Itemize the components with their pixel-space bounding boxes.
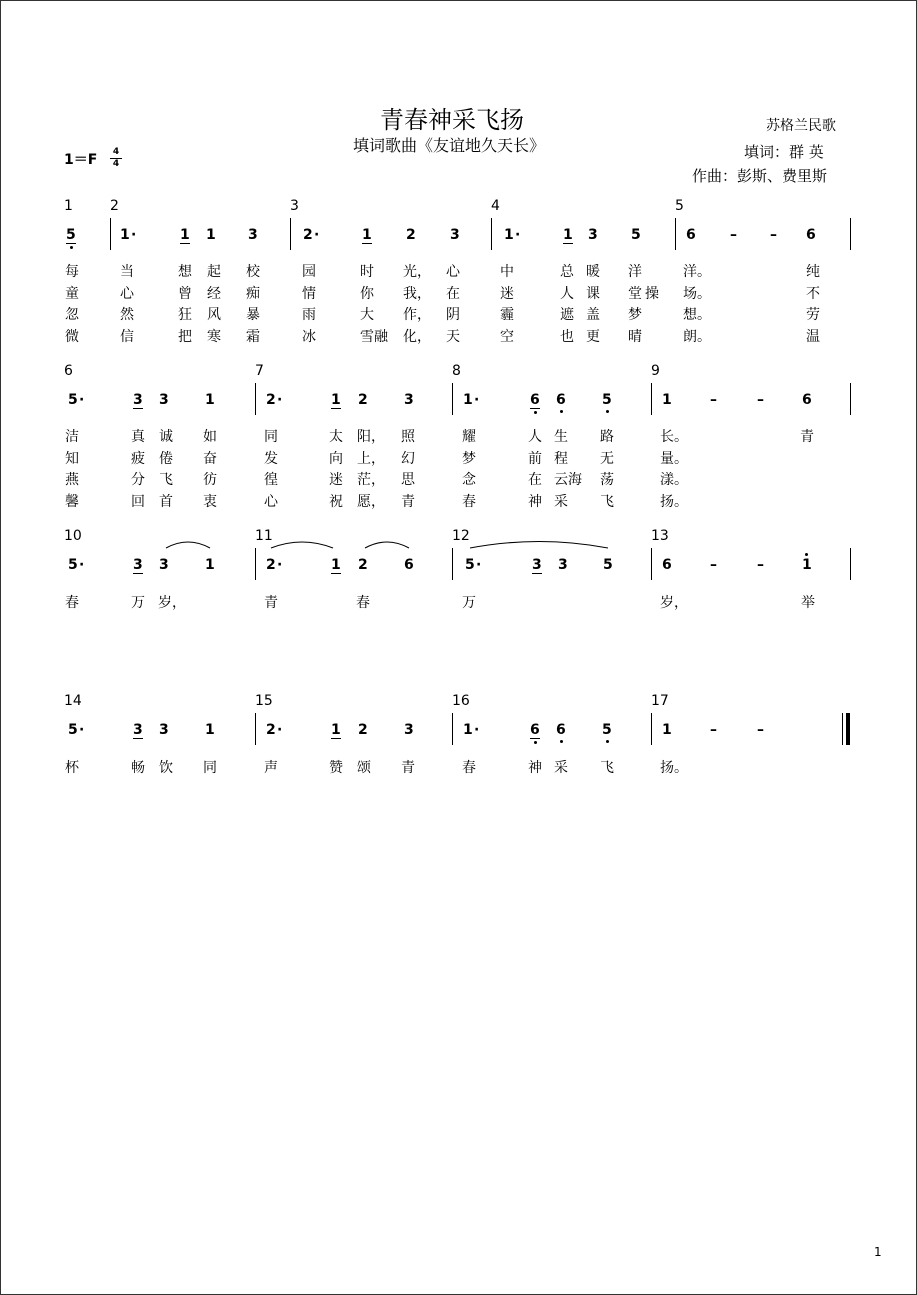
note: 2 xyxy=(358,392,368,408)
lyric: 颂 xyxy=(357,760,371,776)
lyric: 同 xyxy=(264,429,278,445)
dash: – xyxy=(757,392,764,408)
underline xyxy=(133,573,143,574)
genre-label: 苏格兰民歌 xyxy=(766,118,836,134)
note: 3 xyxy=(133,392,143,408)
lyric: 春 xyxy=(65,595,79,611)
lyric: 春 xyxy=(356,595,370,611)
lyric: 幻 xyxy=(401,451,415,467)
note: 1 xyxy=(331,392,341,408)
lyric: 大 xyxy=(360,307,374,323)
measure-number: 4 xyxy=(491,198,500,214)
lyric: 向 xyxy=(329,451,343,467)
note: 2 xyxy=(266,722,276,738)
lyric: 情 xyxy=(302,286,316,302)
note: 1 xyxy=(180,227,190,243)
lyric: 如 xyxy=(203,429,217,445)
note: 1 xyxy=(120,227,130,243)
note: 2 xyxy=(303,227,313,243)
lyric: 无 xyxy=(600,451,614,467)
key-signature: 1＝F xyxy=(64,152,98,168)
lyric: 当 xyxy=(120,264,134,280)
lyric: 太 xyxy=(329,429,343,445)
lyric: 我， xyxy=(403,286,431,302)
measure-number: 11 xyxy=(255,528,273,544)
lyric: 总 xyxy=(560,264,574,280)
lyric: 阳， xyxy=(357,429,385,445)
lyricist-credit: 填词：群 英 xyxy=(744,143,824,161)
lyric: 长。 xyxy=(660,429,688,445)
lyric: 在 xyxy=(528,472,542,488)
note: 5 xyxy=(465,557,475,573)
lyric: 飞 xyxy=(159,472,173,488)
note: 6 xyxy=(530,392,540,408)
note: 2 xyxy=(266,557,276,573)
lyric: 阴 xyxy=(446,307,460,323)
lyric: 分 xyxy=(131,472,145,488)
measure-number: 13 xyxy=(651,528,669,544)
lyric: 诚 xyxy=(159,429,173,445)
dash: – xyxy=(757,557,764,573)
lyric: 作， xyxy=(403,307,431,323)
note: 3 xyxy=(133,557,143,573)
lyric: 更 xyxy=(586,329,600,345)
measure-number: 10 xyxy=(64,528,82,544)
note: 3 xyxy=(248,227,258,243)
lyric: 不 xyxy=(806,286,820,302)
lyric: 梦 xyxy=(462,451,476,467)
note: 1 xyxy=(205,557,215,573)
note: 5 xyxy=(603,557,613,573)
note: 5 xyxy=(68,722,78,738)
lyric: 路 xyxy=(600,429,614,445)
note: 2 xyxy=(266,392,276,408)
lyric: 盖 xyxy=(586,307,600,323)
note: 6 xyxy=(556,722,566,738)
song-title: 青春神采飞扬 xyxy=(380,106,524,134)
lyric: 扬。 xyxy=(660,760,688,776)
measure-number: 3 xyxy=(290,198,299,214)
lyric: 人 xyxy=(560,286,574,302)
lyric: 岁， xyxy=(158,595,186,611)
note: 5 xyxy=(602,722,612,738)
lyric: 痴 xyxy=(246,286,260,302)
lyric: 杯 xyxy=(65,760,79,776)
note: 1 xyxy=(504,227,514,243)
lyric: 知 xyxy=(65,451,79,467)
lyric: 天 xyxy=(446,329,460,345)
lyric: 你 xyxy=(360,286,374,302)
dot-augmentation: · xyxy=(314,227,320,243)
dot-augmentation: · xyxy=(277,392,283,408)
lyric: 迷 xyxy=(329,472,343,488)
dash: – xyxy=(710,722,717,738)
note: 2 xyxy=(358,722,368,738)
lyric: 风 xyxy=(207,307,221,323)
lyric: 神 xyxy=(528,494,542,510)
lyric: 狂 xyxy=(178,307,192,323)
note: 3 xyxy=(558,557,568,573)
dot-augmentation: · xyxy=(515,227,521,243)
lyric: 洋。 xyxy=(683,264,711,280)
high-octave-dot xyxy=(805,553,808,556)
lyric: 晴 xyxy=(628,329,642,345)
measure-number: 9 xyxy=(651,363,660,379)
lyric: 心 xyxy=(446,264,460,280)
lyric: 首 xyxy=(159,494,173,510)
note: 6 xyxy=(802,392,812,408)
lyric: 操 xyxy=(645,286,659,302)
low-octave-dot xyxy=(606,740,609,743)
note: 3 xyxy=(159,722,169,738)
lyric: 念 xyxy=(462,472,476,488)
lyric: 疲 xyxy=(131,451,145,467)
note: 1 xyxy=(802,557,812,573)
lyric: 漾。 xyxy=(660,472,688,488)
measure-number: 2 xyxy=(110,198,119,214)
note: 3 xyxy=(588,227,598,243)
low-octave-dot xyxy=(534,741,537,744)
lyric: 园 xyxy=(302,264,316,280)
note: 3 xyxy=(404,392,414,408)
lyric: 也 xyxy=(560,329,574,345)
lyric: 春 xyxy=(462,494,476,510)
note: 6 xyxy=(404,557,414,573)
dot-augmentation: · xyxy=(277,722,283,738)
lyric: 徨 xyxy=(264,472,278,488)
lyric: 微 xyxy=(65,329,79,345)
note: 1 xyxy=(331,722,341,738)
lyric: 飞 xyxy=(600,494,614,510)
lyric: 校 xyxy=(246,264,260,280)
lyric: 声 xyxy=(264,760,278,776)
measure-number: 12 xyxy=(452,528,470,544)
underline xyxy=(133,738,143,739)
measure-number: 6 xyxy=(64,363,73,379)
lyric: 忽 xyxy=(65,307,79,323)
note: 1 xyxy=(463,392,473,408)
barline xyxy=(255,713,256,745)
note: 1 xyxy=(206,227,216,243)
measure-number: 5 xyxy=(675,198,684,214)
lyric: 畅 xyxy=(131,760,145,776)
lyric: 倦 xyxy=(159,451,173,467)
lyric: 照 xyxy=(401,429,415,445)
note: 3 xyxy=(404,722,414,738)
lyric: 洋 xyxy=(628,264,642,280)
final-barline-thin xyxy=(842,713,843,745)
note: 1 xyxy=(662,722,672,738)
lyric: 赞 xyxy=(329,760,343,776)
lyric: 霜 xyxy=(246,329,260,345)
note: 1 xyxy=(563,227,573,243)
barline xyxy=(651,548,652,580)
page-number: 1 xyxy=(874,1245,882,1259)
lyric: 雪融 xyxy=(360,329,388,345)
measure-number: 1 xyxy=(64,198,73,214)
lyric: 万 xyxy=(462,595,476,611)
lyric: 举 xyxy=(801,595,815,611)
lyric: 茫， xyxy=(357,472,385,488)
dot-augmentation: · xyxy=(79,722,85,738)
lyric: 飞 xyxy=(600,760,614,776)
lyric: 朗。 xyxy=(683,329,711,345)
note: 5 xyxy=(631,227,641,243)
dot-augmentation: · xyxy=(79,557,85,573)
lyric: 衷 xyxy=(203,494,217,510)
lyric: 回 xyxy=(131,494,145,510)
measure-number: 16 xyxy=(452,693,470,709)
lyric: 化， xyxy=(403,329,431,345)
lyric: 心 xyxy=(120,286,134,302)
final-barline-thick xyxy=(846,713,850,745)
lyric: 馨 xyxy=(65,494,79,510)
song-subtitle: 填词歌曲《友谊地久天长》 xyxy=(353,136,546,155)
measure-number: 7 xyxy=(255,363,264,379)
note: 5 xyxy=(68,557,78,573)
lyric: 青 xyxy=(800,429,814,445)
note: 6 xyxy=(530,722,540,738)
measure-number: 8 xyxy=(452,363,461,379)
note: 3 xyxy=(159,557,169,573)
barline xyxy=(452,713,453,745)
lyric: 彷 xyxy=(203,472,217,488)
lyric: 发 xyxy=(264,451,278,467)
lyric: 堂 xyxy=(628,286,642,302)
lyric: 霾 xyxy=(500,307,514,323)
lyric: 同 xyxy=(203,760,217,776)
lyric: 青 xyxy=(401,494,415,510)
measure-number: 17 xyxy=(651,693,669,709)
note: 1 xyxy=(205,722,215,738)
lyric: 寒 xyxy=(207,329,221,345)
measure-number: 14 xyxy=(64,693,82,709)
note: 1 xyxy=(205,392,215,408)
lyric: 信 xyxy=(120,329,134,345)
lyric: 人 xyxy=(528,429,542,445)
note: 1 xyxy=(662,392,672,408)
note: 2 xyxy=(406,227,416,243)
lyric: 曾 xyxy=(178,286,192,302)
lyric: 荡 xyxy=(600,472,614,488)
note: 6 xyxy=(686,227,696,243)
lyric: 梦 xyxy=(628,307,642,323)
note: 1 xyxy=(463,722,473,738)
note: 1 xyxy=(331,557,341,573)
lyric: 想 xyxy=(178,264,192,280)
lyric: 想。 xyxy=(683,307,711,323)
dot-augmentation: · xyxy=(277,557,283,573)
lyric: 云海 xyxy=(554,472,582,488)
note: 3 xyxy=(133,722,143,738)
dash: – xyxy=(757,722,764,738)
lyric: 中 xyxy=(500,264,514,280)
lyric: 时 xyxy=(360,264,374,280)
lyric: 耀 xyxy=(462,429,476,445)
lyric: 思 xyxy=(401,472,415,488)
low-octave-dot xyxy=(560,740,563,743)
note: 3 xyxy=(450,227,460,243)
note: 6 xyxy=(806,227,816,243)
lyric: 岁， xyxy=(660,595,688,611)
dash: – xyxy=(710,557,717,573)
lyric: 然 xyxy=(120,307,134,323)
lyric: 劳 xyxy=(806,307,820,323)
time-signature-bottom: 4 xyxy=(112,159,120,169)
lyric: 采 xyxy=(554,760,568,776)
dot-augmentation: · xyxy=(476,557,482,573)
lyric: 祝 xyxy=(329,494,343,510)
lyric: 神 xyxy=(528,760,542,776)
dot-augmentation: · xyxy=(79,392,85,408)
note: 3 xyxy=(159,392,169,408)
measure-number: 15 xyxy=(255,693,273,709)
lyric: 把 xyxy=(178,329,192,345)
dot-augmentation: · xyxy=(131,227,137,243)
underline xyxy=(530,738,540,739)
lyric: 饮 xyxy=(159,760,173,776)
lyric: 上， xyxy=(357,451,385,467)
barline xyxy=(452,548,453,580)
lyric: 量。 xyxy=(660,451,688,467)
lyric: 暖 xyxy=(586,264,600,280)
lyric: 青 xyxy=(401,760,415,776)
lyric: 扬。 xyxy=(660,494,688,510)
lyric: 温 xyxy=(806,329,820,345)
lyric: 在 xyxy=(446,286,460,302)
lyric: 奋 xyxy=(203,451,217,467)
lyric: 迷 xyxy=(500,286,514,302)
lyric: 每 xyxy=(65,264,79,280)
note: 6 xyxy=(662,557,672,573)
lyric: 遮 xyxy=(560,307,574,323)
note: 5 xyxy=(66,227,76,243)
lyric: 洁 xyxy=(65,429,79,445)
barline xyxy=(255,548,256,580)
lyric: 起 xyxy=(207,264,221,280)
lyric: 春 xyxy=(462,760,476,776)
lyric: 空 xyxy=(500,329,514,345)
dash: – xyxy=(710,392,717,408)
barline xyxy=(850,548,851,580)
lyric: 前 xyxy=(528,451,542,467)
note: 5 xyxy=(68,392,78,408)
lyric: 暴 xyxy=(246,307,260,323)
lyric: 光， xyxy=(403,264,431,280)
dash: – xyxy=(770,227,777,243)
lyric: 生 xyxy=(554,429,568,445)
time-signature-top: 4 xyxy=(112,147,120,157)
dot-augmentation: · xyxy=(474,722,480,738)
lyric: 场。 xyxy=(683,286,711,302)
underline xyxy=(331,738,341,739)
note: 2 xyxy=(358,557,368,573)
lyric: 真 xyxy=(131,429,145,445)
lyric: 青 xyxy=(264,595,278,611)
underline xyxy=(532,573,542,574)
underline xyxy=(331,573,341,574)
lyric: 心 xyxy=(264,494,278,510)
lyric: 童 xyxy=(65,286,79,302)
note: 5 xyxy=(602,392,612,408)
lyric: 纯 xyxy=(806,264,820,280)
lyric: 程 xyxy=(554,451,568,467)
dot-augmentation: · xyxy=(474,392,480,408)
barline xyxy=(651,713,652,745)
lyric: 万 xyxy=(131,595,145,611)
composer-credit: 作曲：彭斯、费里斯 xyxy=(692,167,828,185)
note: 3 xyxy=(532,557,542,573)
lyric: 课 xyxy=(586,286,600,302)
lyric: 采 xyxy=(554,494,568,510)
lyric: 经 xyxy=(207,286,221,302)
lyric: 愿， xyxy=(357,494,385,510)
note: 1 xyxy=(362,227,372,243)
dash: – xyxy=(730,227,737,243)
lyric: 冰 xyxy=(302,329,316,345)
lyric: 雨 xyxy=(302,307,316,323)
note: 6 xyxy=(556,392,566,408)
lyric: 燕 xyxy=(65,472,79,488)
